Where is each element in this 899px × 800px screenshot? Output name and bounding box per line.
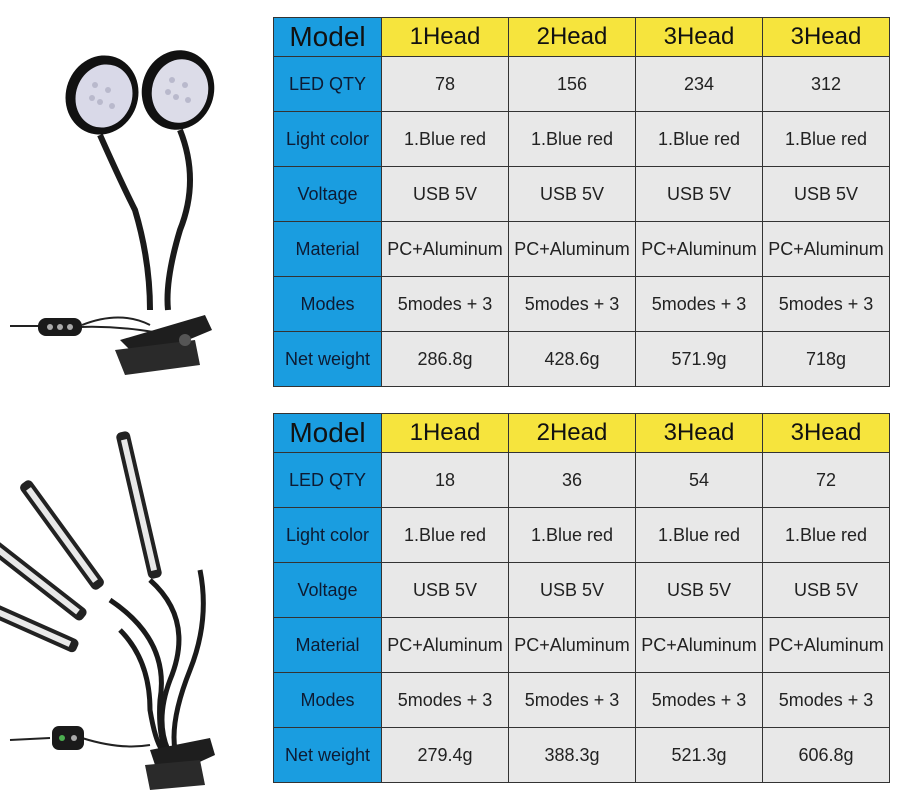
table-cell: 18 (382, 453, 509, 508)
table-cell: PC+Aluminum (509, 222, 636, 277)
row-label: Light color (274, 112, 382, 167)
table-cell: 234 (636, 57, 763, 112)
strip-grow-lamp-icon (0, 420, 270, 790)
table-cell: PC+Aluminum (636, 618, 763, 673)
table-cell: 54 (636, 453, 763, 508)
table-cell: USB 5V (763, 563, 890, 618)
table-cell: 279.4g (382, 728, 509, 783)
table-cell: 286.8g (382, 332, 509, 387)
table-cell: PC+Aluminum (382, 222, 509, 277)
table-row (274, 728, 890, 783)
round-grow-lamp-icon (0, 40, 270, 380)
table-header-row (274, 414, 890, 453)
table-cell: 5modes + 3 (763, 673, 890, 728)
table-cell: 5modes + 3 (382, 673, 509, 728)
table-cell: 312 (763, 57, 890, 112)
table-cell: 571.9g (636, 332, 763, 387)
table-row (274, 112, 890, 167)
header-col-1: 1Head (382, 18, 509, 57)
row-label: Material (274, 618, 382, 673)
table-row (274, 332, 890, 387)
row-label: Net weight (274, 728, 382, 783)
table-cell: 78 (382, 57, 509, 112)
table-cell: 428.6g (509, 332, 636, 387)
table-cell: USB 5V (763, 167, 890, 222)
row-label: Material (274, 222, 382, 277)
table-row (274, 57, 890, 112)
table-row (274, 673, 890, 728)
table-cell: 5modes + 3 (763, 277, 890, 332)
table-cell: 521.3g (636, 728, 763, 783)
header-col-1: 1Head (382, 414, 509, 453)
header-col-3: 3Head (636, 18, 763, 57)
table-row (274, 618, 890, 673)
table-row (274, 508, 890, 563)
table-cell: 1.Blue red (636, 508, 763, 563)
table-cell: 718g (763, 332, 890, 387)
table-cell: USB 5V (382, 167, 509, 222)
table-cell: 5modes + 3 (636, 277, 763, 332)
header-col-4: 3Head (763, 18, 890, 57)
table-cell: 36 (509, 453, 636, 508)
header-col-2: 2Head (509, 414, 636, 453)
header-col-3: 3Head (636, 414, 763, 453)
table-row (274, 563, 890, 618)
table-cell: 1.Blue red (382, 112, 509, 167)
row-label: LED QTY (274, 453, 382, 508)
table-cell: PC+Aluminum (636, 222, 763, 277)
table-cell: USB 5V (636, 563, 763, 618)
table-cell: USB 5V (509, 563, 636, 618)
table-row (274, 222, 890, 277)
table-cell: USB 5V (382, 563, 509, 618)
row-label: Light color (274, 508, 382, 563)
table-cell: 5modes + 3 (636, 673, 763, 728)
table-header-row (274, 18, 890, 57)
table-cell: 1.Blue red (509, 112, 636, 167)
table-cell: 72 (763, 453, 890, 508)
table-cell: 5modes + 3 (509, 277, 636, 332)
header-col-2: 2Head (509, 18, 636, 57)
row-label: LED QTY (274, 57, 382, 112)
table-row (274, 453, 890, 508)
row-label: Voltage (274, 563, 382, 618)
table-cell: USB 5V (636, 167, 763, 222)
header-col-4: 3Head (763, 414, 890, 453)
table-cell: PC+Aluminum (763, 618, 890, 673)
spec-table-strip (273, 413, 890, 783)
row-label: Voltage (274, 167, 382, 222)
table-cell: 388.3g (509, 728, 636, 783)
table-cell: 606.8g (763, 728, 890, 783)
table-row (274, 277, 890, 332)
table-cell: USB 5V (509, 167, 636, 222)
table-cell: 5modes + 3 (382, 277, 509, 332)
table-row (274, 167, 890, 222)
spec-table-round (273, 17, 890, 387)
table-cell: 1.Blue red (382, 508, 509, 563)
table-cell: 1.Blue red (636, 112, 763, 167)
table-cell: 5modes + 3 (509, 673, 636, 728)
row-label: Modes (274, 673, 382, 728)
table-cell: 156 (509, 57, 636, 112)
table-cell: 1.Blue red (763, 508, 890, 563)
table-cell: 1.Blue red (509, 508, 636, 563)
header-model: Model (274, 414, 382, 453)
row-label: Modes (274, 277, 382, 332)
table-cell: 1.Blue red (763, 112, 890, 167)
row-label: Net weight (274, 332, 382, 387)
table-cell: PC+Aluminum (382, 618, 509, 673)
table-cell: PC+Aluminum (509, 618, 636, 673)
header-model: Model (274, 18, 382, 57)
table-cell: PC+Aluminum (763, 222, 890, 277)
